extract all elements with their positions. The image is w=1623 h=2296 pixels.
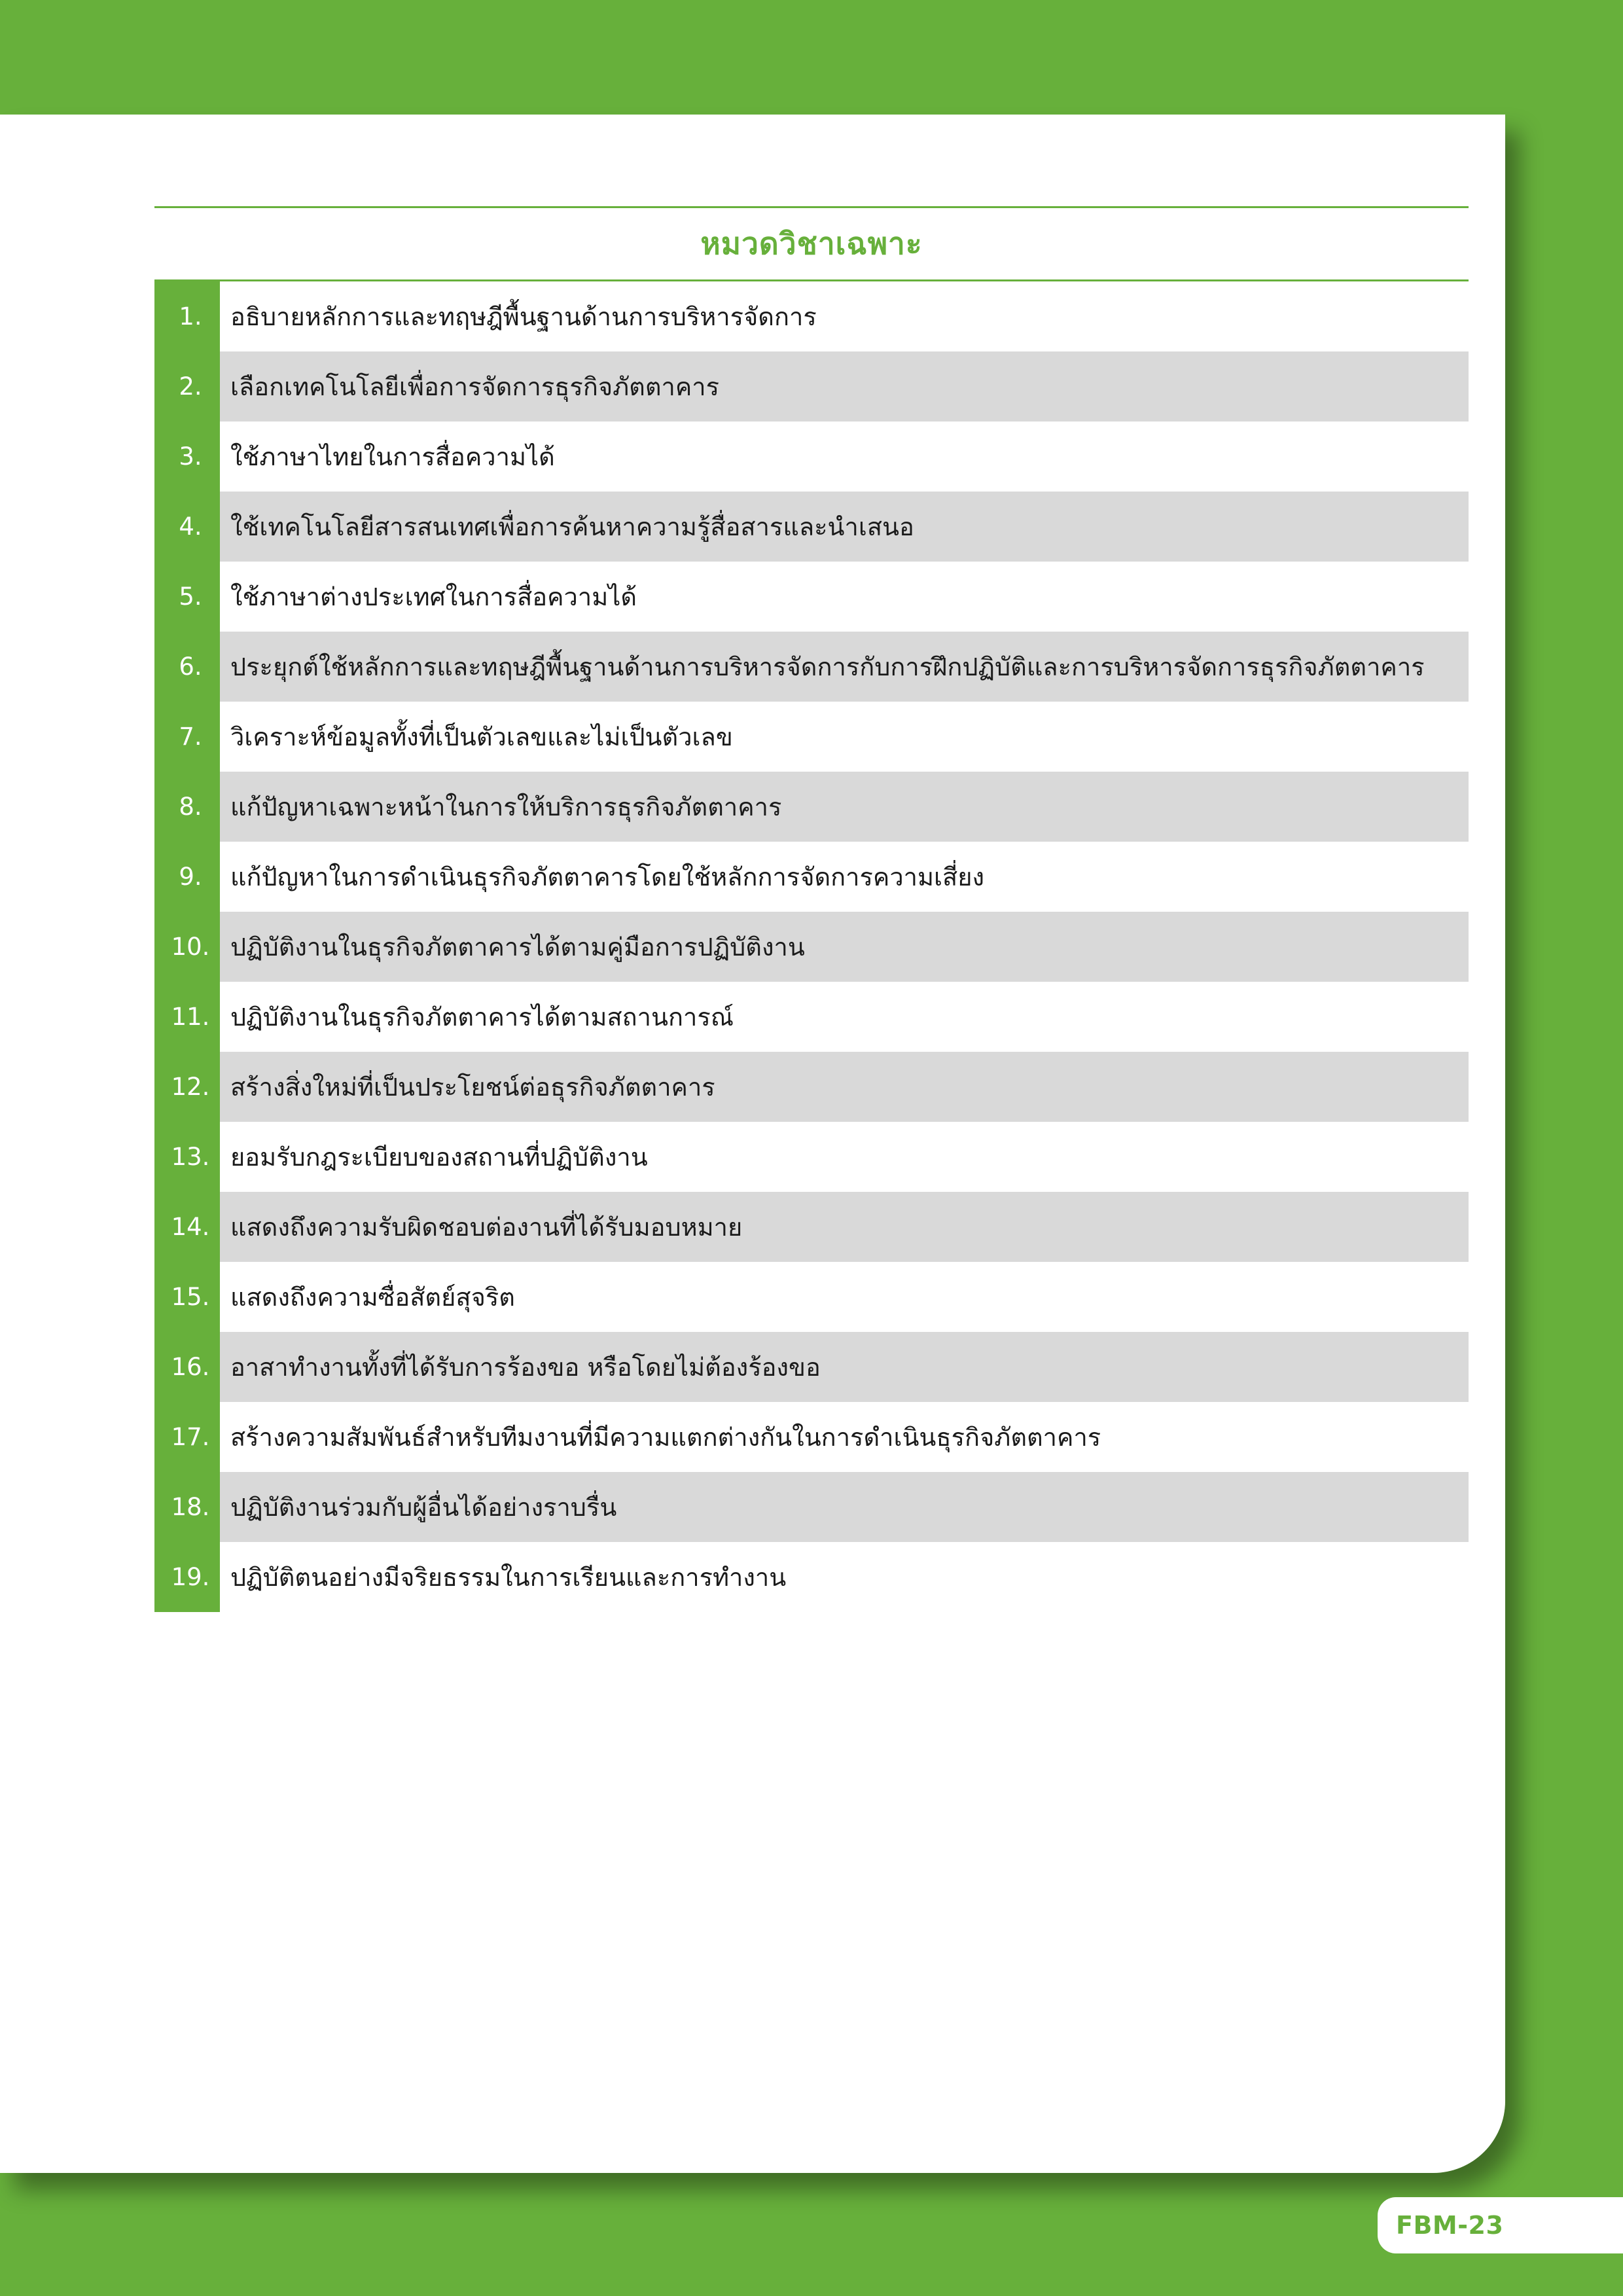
item-number: 16. (154, 1332, 220, 1402)
list-item (154, 1332, 1469, 1402)
list-item (154, 842, 1469, 912)
item-text: ใช้ภาษาต่างประเทศในการสื่อความได้ (230, 583, 637, 611)
item-number: 8. (154, 772, 220, 842)
item-text: วิเคราะห์ข้อมูลทั้งที่เป็นตัวเลขและไม่เป็นตัวเลข (230, 723, 733, 751)
list-item (154, 1052, 1469, 1122)
item-number: 5. (154, 562, 220, 632)
page-code: FBM-23 (1396, 2211, 1504, 2240)
outcomes-list (154, 281, 1469, 1612)
item-number: 11. (154, 982, 220, 1052)
list-item (154, 351, 1469, 422)
item-text: ปฏิบัติตนอย่างมีจริยธรรมในการเรียนและการทำงาน (230, 1563, 787, 1592)
item-number: 7. (154, 702, 220, 772)
item-number: 9. (154, 842, 220, 912)
list-item (154, 1262, 1469, 1332)
item-number: 3. (154, 422, 220, 492)
item-text: อธิบายหลักการและทฤษฎีพื้นฐานด้านการบริหารจัดการ (230, 302, 817, 331)
list-item (154, 1542, 1469, 1612)
item-text: แสดงถึงความซื่อสัตย์สุจริต (230, 1283, 515, 1312)
item-text: ประยุกต์ใช้หลักการและทฤษฎีพื้นฐานด้านการบริหารจัดการกับการฝึกปฏิบัติและการบริหารจัดการธุรกิจภัตตาคาร (220, 632, 1469, 702)
item-number: 1. (154, 281, 220, 351)
item-text: ใช้ภาษาไทยในการสื่อความได้ (230, 442, 555, 471)
list-item (154, 1472, 1469, 1542)
page-code-badge (1378, 2197, 1623, 2253)
item-text: ใช้เทคโนโลยีสารสนเทศเพื่อการค้นหาความรู้สื่อสารและนำเสนอ (220, 492, 1469, 562)
item-text: เลือกเทคโนโลยีเพื่อการจัดการธุรกิจภัตตาคาร (220, 351, 1469, 422)
item-text: ปฏิบัติงานร่วมกับผู้อื่นได้อย่างราบรื่น (220, 1472, 1469, 1542)
list-item (154, 281, 1469, 351)
list-item (154, 772, 1469, 842)
item-number: 12. (154, 1052, 220, 1122)
item-text: ปฏิบัติงานในธุรกิจภัตตาคารได้ตามคู่มือการปฏิบัติงาน (220, 912, 1469, 982)
item-number: 4. (154, 492, 220, 562)
item-text: แสดงถึงความรับผิดชอบต่องานที่ได้รับมอบหมาย (220, 1192, 1469, 1262)
list-item (154, 422, 1469, 492)
list-item (154, 492, 1469, 562)
item-number: 15. (154, 1262, 220, 1332)
item-text: ยอมรับกฎระเบียบของสถานที่ปฏิบัติงาน (230, 1143, 648, 1172)
list-item (154, 982, 1469, 1052)
item-number: 13. (154, 1122, 220, 1192)
item-text: อาสาทำงานทั้งที่ได้รับการร้องขอ หรือโดยไม่ต้องร้องขอ (220, 1332, 1469, 1402)
list-item (154, 912, 1469, 982)
list-item (154, 1122, 1469, 1192)
item-text: แก้ปัญหาในการดำเนินธุรกิจภัตตาคารโดยใช้หลักการจัดการความเสี่ยง (230, 863, 985, 891)
item-number: 19. (154, 1542, 220, 1612)
item-number: 6. (154, 632, 220, 702)
item-text: ปฏิบัติงานในธุรกิจภัตตาคารได้ตามสถานการณ์ (230, 1003, 734, 1031)
item-number: 2. (154, 351, 220, 422)
list-item (154, 632, 1469, 702)
item-text: แก้ปัญหาเฉพาะหน้าในการให้บริการธุรกิจภัตตาคาร (220, 772, 1469, 842)
list-item (154, 562, 1469, 632)
list-item (154, 1192, 1469, 1262)
item-number: 14. (154, 1192, 220, 1262)
item-number: 10. (154, 912, 220, 982)
list-item (154, 1402, 1469, 1472)
item-number: 17. (154, 1402, 220, 1472)
item-text: สร้างความสัมพันธ์สำหรับทีมงานที่มีความแตกต่างกันในการดำเนินธุรกิจภัตตาคาร (230, 1423, 1101, 1452)
list-item (154, 702, 1469, 772)
item-number: 18. (154, 1472, 220, 1542)
item-text: สร้างสิ่งใหม่ที่เป็นประโยชน์ต่อธุรกิจภัตตาคาร (220, 1052, 1469, 1122)
section-title: หมวดวิชาเฉพาะ (700, 226, 923, 261)
section-header (154, 206, 1469, 281)
